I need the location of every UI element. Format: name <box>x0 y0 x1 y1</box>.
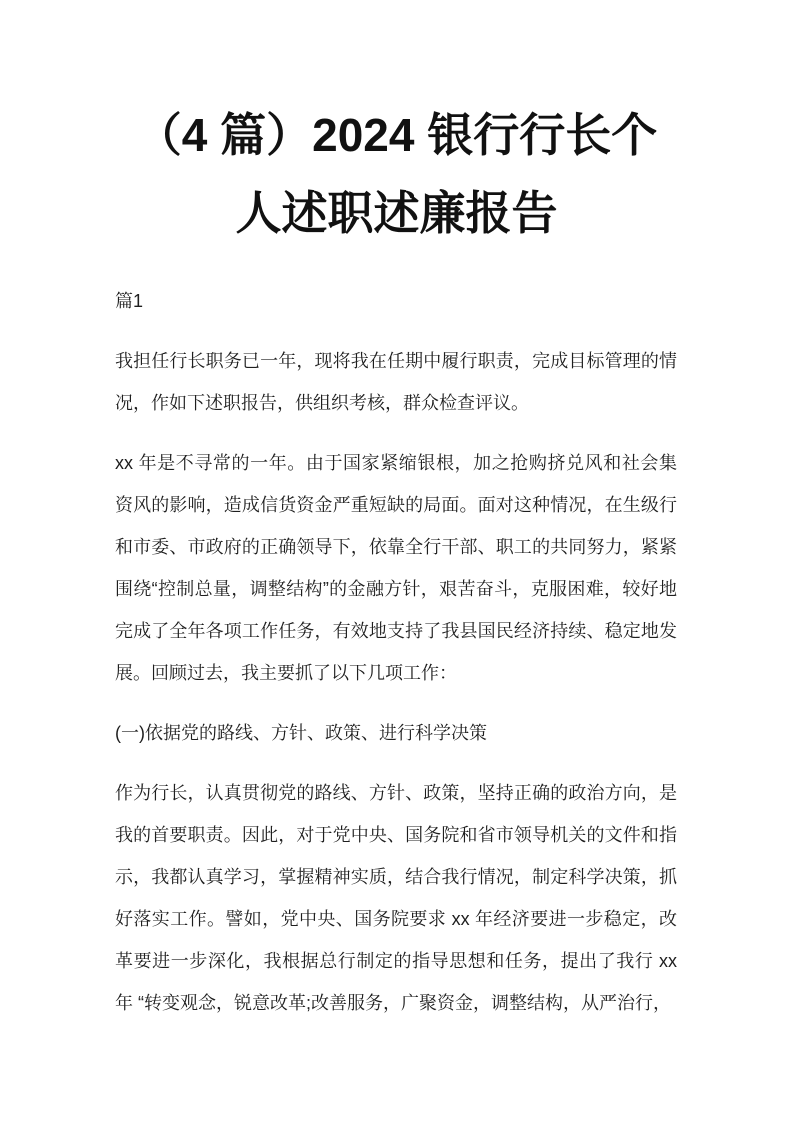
paragraph-year-overview: xx 年是不寻常的一年。由于国家紧缩银根，加之抢购挤兑风和社会集资风的影响，造成信货资金严重短缺的局面。面对这种情况，在生级行和市委、市政府的正确领导下，依靠全行干部、职工的共同努力，紧紧围绕“控制总量，调整结构”的金融方针，艰苦奋斗，克服困难，较好地完成了全年各项工作任务，有效地支持了我县国民经济持续、稳定地发展。回顾过去，我主要抓了以下几项工作： <box>115 453 677 683</box>
document-title <box>40 96 753 252</box>
document-title-line-1: （4 篇）2024 银行行长个 <box>135 109 658 161</box>
paragraph-subheading-1: (一)依据党的路线、方针、政策、进行科学决策 <box>115 723 487 743</box>
document-title-line-2: 人述职述廉报告 <box>235 187 558 239</box>
paragraph-duty-detail: 作为行长，认真贯彻党的路线、方针、政策，坚持正确的政治方向，是我的首要职责。因此，对于党中央、国务院和省市领导机关的文件和指示，我都认真学习，掌握精神实质，结合我行情况，制定科学决策，抓好落实工作。譬如，党中央、国务院要求 xx 年经济要进一步稳定，改革要进一步深化，我根据总行制定的指导思想和任务，提出了我行 xx 年 “转变观念，锐意改革;改善服务，广聚资金，调整结构，从严治行， <box>115 783 677 1013</box>
document-body <box>115 280 677 1024</box>
paragraph-intro: 我担任行长职务已一年，现将我在任期中履行职责，完成目标管理的情况，作如下述职报告，供组织考核，群众检查评议。 <box>115 351 677 413</box>
section-label: 篇1 <box>115 291 144 311</box>
